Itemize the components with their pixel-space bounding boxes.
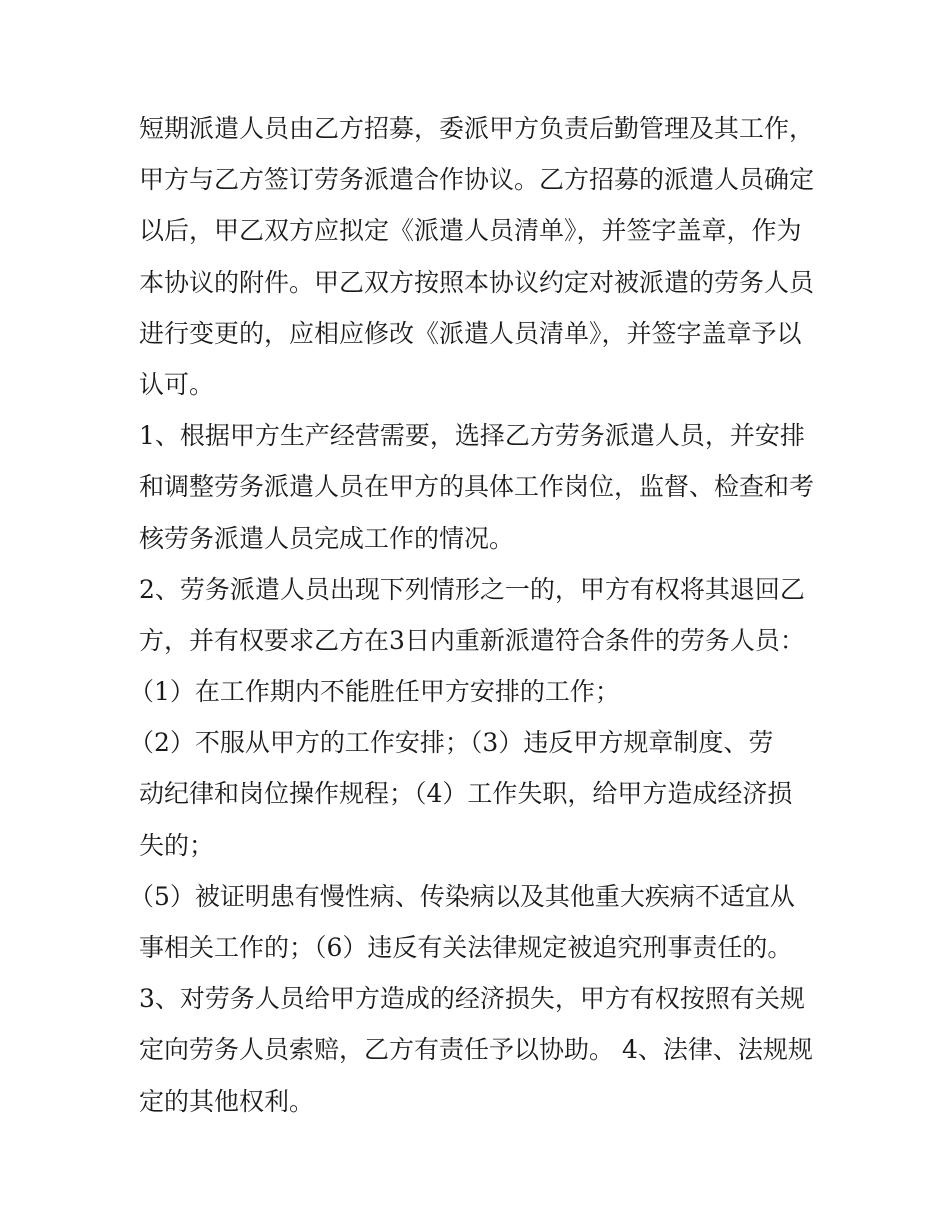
text-line: （5）被证明患有慢性病、传染病以及其他重大疾病不适宜从 [129, 881, 795, 911]
text-line: 动纪律和岗位操作规程；（4）工作失职，给甲方造成经济损 [139, 779, 793, 809]
text-line: 1、根据甲方生产经营需要，选择乙方劳务派遣人员，并安排 [139, 421, 805, 451]
text-line: 本协议的附件。甲乙双方按照本协议约定对被派遣的劳务人员 [139, 267, 815, 297]
text-line: 甲方与乙方签订劳务派遣合作协议。乙方招募的派遣人员确定 [139, 165, 815, 195]
text-line: 认可。 [139, 369, 215, 399]
text-line: （2）不服从甲方的工作安排；（3）违反甲方规章制度、劳 [129, 728, 774, 758]
paragraph-item-3-4 [139, 973, 819, 1127]
paragraph-item-2-sub-1 [129, 666, 819, 717]
text-line: 2、劳务派遣人员出现下列情形之一的，甲方有权将其退回乙 [139, 574, 805, 604]
document-body [129, 103, 819, 1127]
text-line: （1）在工作期内不能胜任甲方安排的工作； [129, 677, 620, 707]
text-line: 定向劳务人员索赔，乙方有责任予以协助。 4、法律、法规规 [139, 1035, 813, 1065]
text-line: 短期派遣人员由乙方招募，委派甲方负责后勤管理及其工作， [139, 114, 815, 143]
text-line: 方，并有权要求乙方在3日内重新派遣符合条件的劳务人员： [139, 625, 805, 655]
text-line: 以后，甲乙双方应拟定《派遣人员清单》，并签字盖章，作为 [139, 216, 802, 246]
text-line: 定的其他权利。 [139, 1086, 315, 1116]
text-line: 3、对劳务人员给甲方造成的经济损失，甲方有权按照有关规 [139, 984, 805, 1014]
paragraph-item-2-sub-2-4 [129, 717, 819, 871]
text-line: 核劳务派遣人员完成工作的情况。 [139, 523, 515, 553]
paragraph-item-1 [139, 410, 819, 564]
text-line: 和调整劳务派遣人员在甲方的具体工作岗位，监督、检查和考 [139, 472, 815, 502]
paragraph-item-2 [139, 564, 819, 666]
paragraph-intro [139, 103, 819, 410]
text-line: 事相关工作的；（6）违反有关法律规定被追究刑事责任的。 [139, 933, 793, 962]
text-line: 失的； [139, 830, 215, 860]
text-line: 进行变更的，应相应修改《派遣人员清单》，并签字盖章予以 [139, 318, 802, 348]
paragraph-item-2-sub-5-6 [129, 871, 819, 973]
